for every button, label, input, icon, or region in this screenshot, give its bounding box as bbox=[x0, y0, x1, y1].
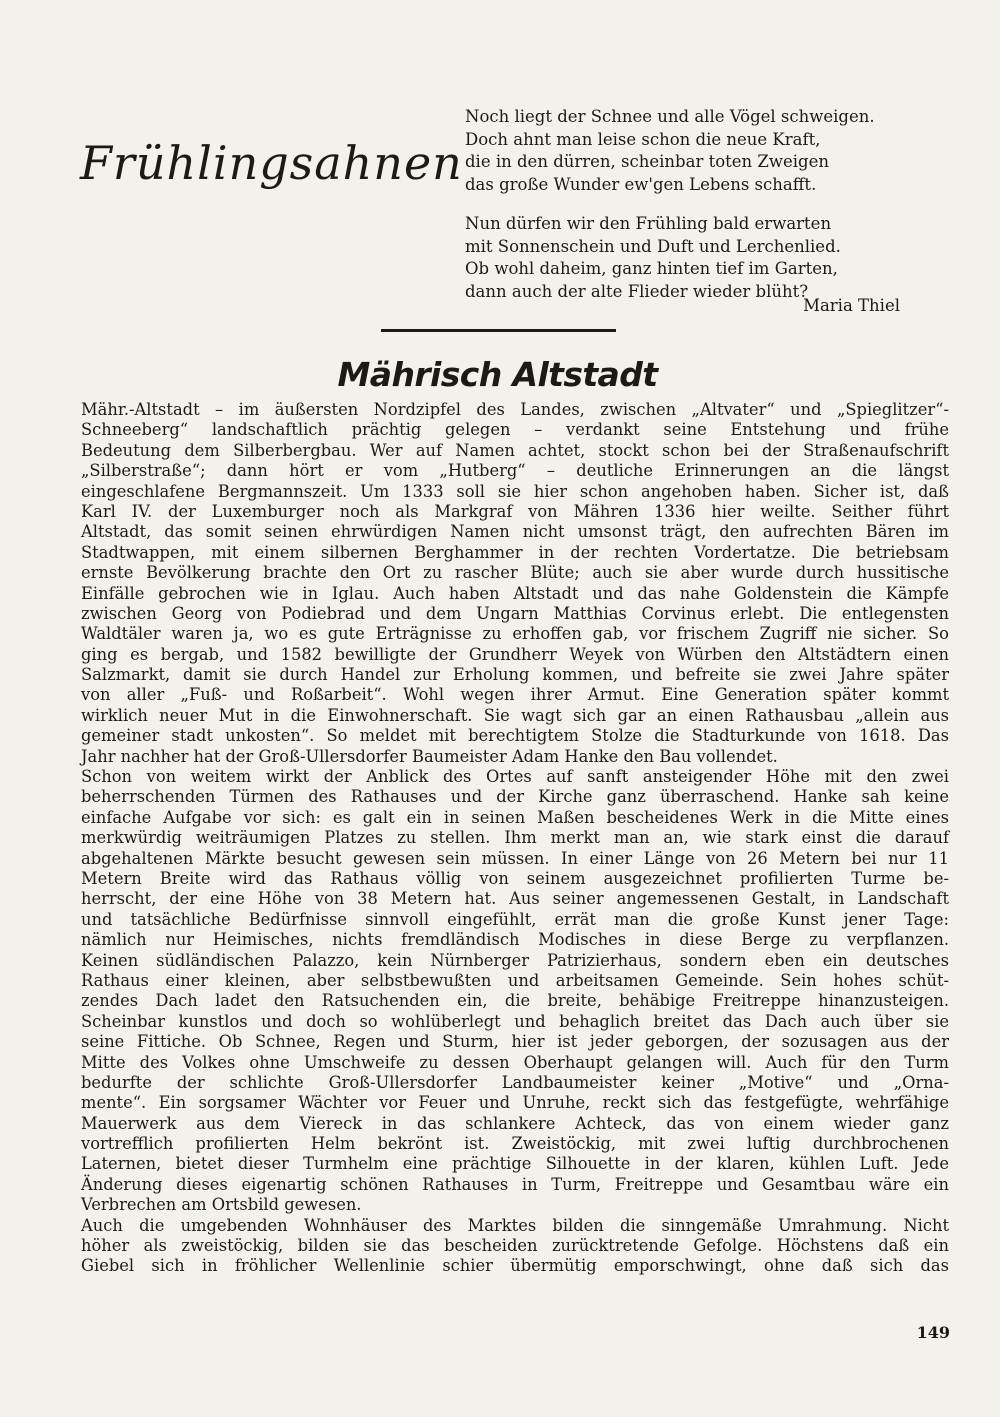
article-text-line: vortrefflich profilierten Helm bekrönt ist. Zweistöckig, mit zwei luftig durchbrochenen bbox=[81, 1134, 949, 1154]
article-text-line: seine Fittiche. Ob Schnee, Regen und Sturm, hier ist jeder geborgen, der sozusagen aus der bbox=[81, 1032, 949, 1052]
article-text-line: gemeiner stadt unkosten“. So meldet mit berechtigtem Stolze die Stadturkunde von 1618. Das bbox=[81, 726, 949, 746]
article-text-line: einfache Aufgabe vor sich: es galt ein in seinen Maßen bescheidenes Werk in die Mitte eines bbox=[81, 807, 949, 827]
article-text-line: Verbrechen am Ortsbild gewesen. bbox=[81, 1195, 362, 1215]
article-text-line: Keinen südländischen Palazzo, kein Nürnberger Patrizierhaus, sondern eben ein deutsches bbox=[81, 950, 949, 970]
article-text-line: Bedeutung dem Silberbergbau. Wer auf Namen achtet, stockt schon bei der Straßenaufschrift bbox=[81, 440, 949, 460]
article-text-line: Scheinbar kunstlos und doch so wohlüberlegt und behaglich breitet das Dach auch über sie bbox=[81, 1011, 949, 1031]
poem-line: das große Wunder ew'gen Lebens schafft. bbox=[465, 174, 817, 194]
poem-line: dann auch der alte Flieder wieder blüht? bbox=[465, 281, 809, 301]
article-text-line: Schneeberg“ landschaftlich prächtig gelegen – verdankt seine Entstehung und frühe bbox=[81, 420, 949, 440]
article-text-line: mente“. Ein sorgsamer Wächter vor Feuer und Unruhe, reckt sich das festgefügte, wehrfähige bbox=[81, 1093, 949, 1113]
article-text-line: von aller „Fuß- und Roßarbeit“. Wohl wegen ihrer Armut. Eine Generation später kommt bbox=[81, 685, 949, 705]
article-body bbox=[81, 400, 949, 1277]
article-text-line: ging es bergab, und 1582 bewilligte der Grundherr Weyek von Würben den Altstädtern einen bbox=[81, 644, 949, 664]
article-text-line: Metern Breite wird das Rathaus völlig von seinem ausgezeichnet profilierten Turme be- bbox=[81, 868, 949, 888]
poem-line: Noch liegt der Schnee und alle Vögel schweigen. bbox=[465, 107, 875, 126]
article-text-line: beherrschenden Türmen des Rathauses und der Kirche ganz überraschend. Hanke sah keine bbox=[81, 787, 949, 807]
article-text-line: abgehaltenen Märkte besucht gewesen sein müssen. In einer Länge von 26 Metern bei nur 11 bbox=[81, 848, 949, 868]
article-text-line: wirklich neuer Mut in die Einwohnerschaft. Sie wagt sich gar an einen Rathausbau „allein aus bbox=[81, 705, 949, 725]
article-text-line: Stadtwappen, mit einem silbernen Berghammer in der rechten Vordertatze. Die betriebsam bbox=[81, 542, 949, 562]
article-text-line: Mauerwerk aus dem Viereck in das schlankere Achteck, das von einem wieder ganz bbox=[81, 1113, 949, 1133]
article-text-line: nämlich nur Heimisches, nichts fremdländisch Modisches in diese Berge zu verpflanzen. bbox=[81, 930, 949, 950]
poem-stanza-1 bbox=[465, 106, 925, 196]
article-text-line: Auch die umgebenden Wohnhäuser des Marktes bilden die sinngemäße Umrahmung. Nicht bbox=[81, 1215, 949, 1235]
article-text-line: Schon von weitem wirkt der Anblick des Ortes auf sanft ansteigender Höhe mit den zwei bbox=[81, 767, 949, 787]
poem-stanza-2 bbox=[465, 213, 925, 303]
page-number: 149 bbox=[916, 1323, 950, 1342]
section-divider bbox=[381, 329, 616, 332]
poem-line: die in den dürren, scheinbar toten Zweigen bbox=[465, 152, 829, 171]
article-text-line: Jahr nachher hat der Groß-Ullersdorfer Baumeister Adam Hanke den Bau vollendet. bbox=[81, 746, 778, 766]
article-text-line: merkwürdig weiträumigen Platzes zu stellen. Ihm merkt man an, wie stark einst die darauf bbox=[81, 828, 949, 848]
poem-line: Doch ahnt man leise schon die neue Kraft, bbox=[465, 129, 821, 149]
article-text-line: höher als zweistöckig, bilden sie das bescheiden zurücktretende Gefolge. Höchstens daß ein bbox=[81, 1236, 949, 1256]
article-text-line: Altstadt, das somit seinen ehrwürdigen Namen nicht umsonst trägt, den aufrechten Bären im bbox=[81, 522, 949, 542]
poem-line: Ob wohl daheim, ganz hinten tief im Garten, bbox=[465, 259, 838, 278]
article-title: Mährisch Altstadt bbox=[337, 355, 658, 394]
article-text-line: Mähr.-Altstadt – im äußersten Nordzipfel des Landes, zwischen „Altvater“ und „Spieglitzer“- bbox=[81, 400, 949, 419]
article-text-line: ernste Bevölkerung brachte den Ort zu rascher Blüte; auch sie aber wurde durch hussitische bbox=[81, 563, 949, 583]
poem-line: Nun dürfen wir den Frühling bald erwarten bbox=[465, 214, 832, 233]
article-text-line: Änderung dieses eigenartig schönen Rathauses in Turm, Freitreppe und Gesamtbau wäre ein bbox=[81, 1174, 949, 1194]
article-text-line: herrscht, der eine Höhe von 38 Metern hat. Aus seiner angemessenen Gestalt, in Landschaft bbox=[81, 889, 949, 909]
article-text-line: zendes Dach ladet den Ratsuchenden ein, die breite, behäbige Freitreppe hinanzusteigen. bbox=[81, 991, 949, 1011]
article-text-line: „Silberstraße“; dann hört er vom „Hutberg“ – deutliche Erinnerungen an die längst bbox=[81, 461, 949, 481]
poem-title: Frühlingsahnen bbox=[80, 136, 463, 190]
article-text-line: Rathaus einer kleinen, aber selbstbewußten und arbeitsamen Gemeinde. Sein hohes schüt- bbox=[81, 970, 949, 990]
poem-author: Maria Thiel bbox=[803, 296, 900, 315]
article-text-line: eingeschlafene Bergmannszeit. Um 1333 soll sie hier schon angehoben haben. Sicher ist, daß bbox=[81, 481, 949, 501]
article-text-line: Karl IV. der Luxemburger noch als Markgraf von Mähren 1336 hier weilte. Seither führt bbox=[81, 501, 949, 521]
article-text-line: Salzmarkt, damit sie durch Handel zur Erholung kommen, und befreite sie zwei Jahre später bbox=[81, 665, 949, 685]
article-text-line: und tatsächliche Bedürfnisse sinnvoll eingefühlt, errät man die große Kunst jener Tage: bbox=[81, 909, 949, 929]
article-text-line: Giebel sich in fröhlicher Wellenlinie schier übermütig emporschwingt, ohne daß sich das bbox=[81, 1256, 949, 1276]
article-text-line: Einfälle gebrochen wie in Iglau. Auch haben Altstadt und das nahe Goldenstein die Kämpfe bbox=[81, 583, 949, 603]
article-text-line: Laternen, bietet dieser Turmhelm eine prächtige Silhouette in der klaren, kühlen Luft. Jede bbox=[81, 1154, 949, 1174]
article-text-line: Waldtäler waren ja, wo es gute Erträgnisse zu erhoffen gab, vor frischem Zugriff nie sicher. So bbox=[81, 624, 949, 644]
article-text-line: zwischen Georg von Podiebrad und dem Ungarn Matthias Corvinus erlebt. Die entlegensten bbox=[81, 603, 949, 623]
article-text-line: bedurfte der schlichte Groß-Ullersdorfer Landbaumeister keiner „Motive“ und „Orna- bbox=[81, 1072, 949, 1092]
poem bbox=[465, 106, 925, 303]
article-text-line: Mitte des Volkes ohne Umschweife zu dessen Oberhaupt gelangen will. Auch für den Turm bbox=[81, 1052, 949, 1072]
poem-line: mit Sonnenschein und Duft und Lerchenlied. bbox=[465, 236, 841, 256]
